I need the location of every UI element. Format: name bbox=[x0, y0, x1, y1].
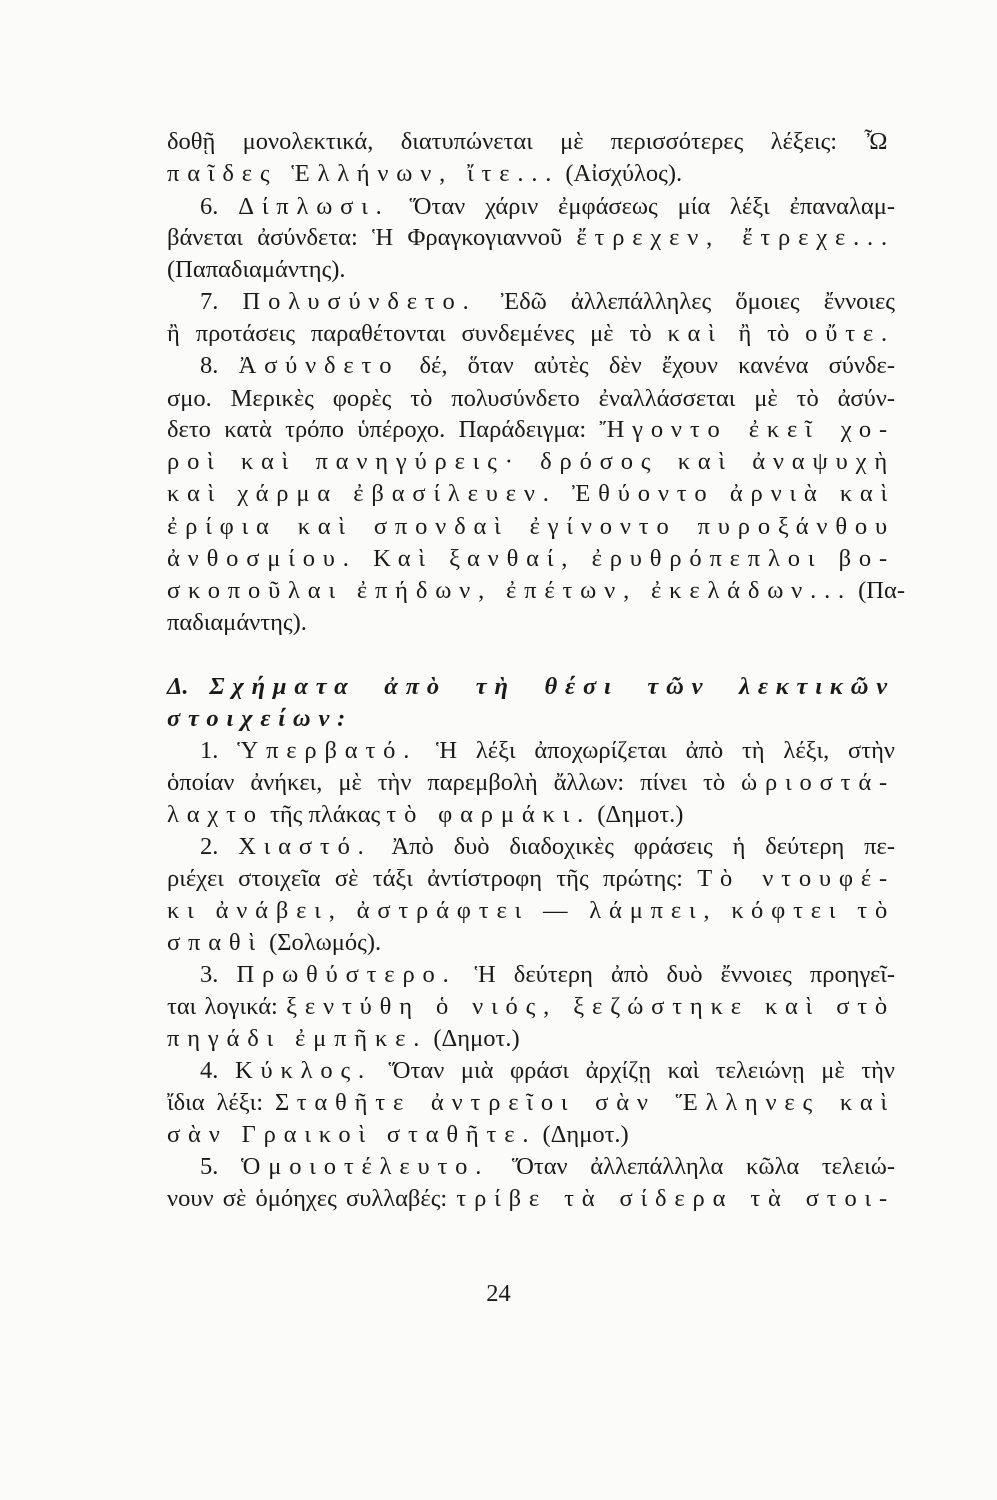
text-line bbox=[167, 607, 895, 639]
text-segment: (Δημοτ.) bbox=[536, 1121, 629, 1148]
text-line bbox=[167, 1119, 895, 1151]
spaced-emphasis-text: ἔτρεχεν, ἔτρεχε... bbox=[576, 224, 895, 251]
text-segment: Ὅταν μιὰ φράσι ἀρχίζῃ καὶ τελειώνῃ μὲ τὴν bbox=[371, 1057, 895, 1084]
text-segment: (Δημοτ.) bbox=[591, 801, 684, 828]
text-line bbox=[167, 1087, 895, 1119]
text-line bbox=[167, 671, 895, 703]
text-line bbox=[167, 799, 895, 831]
text-segment: 5. bbox=[200, 1153, 242, 1180]
text-segment: Ὅταν ἀλλεπάλληλα κῶλα τελειώ- bbox=[489, 1153, 896, 1180]
text-segment: τῆς πλάκας bbox=[263, 801, 387, 828]
text-line bbox=[167, 767, 895, 799]
text-line bbox=[167, 991, 895, 1023]
spaced-emphasis-text: ροὶ καὶ πανηγύρεις· δρόσος καὶ ἀναψυχὴ bbox=[167, 448, 895, 475]
text-segment: ριέχει στοιχεῖα σὲ τάξι ἀντίστροφη τῆς πρώτης: bbox=[167, 865, 698, 892]
text-segment: βάνεται ἀσύνδετα: Ἡ Φραγκογιαννοῦ bbox=[167, 224, 577, 251]
text-line bbox=[167, 222, 895, 254]
text-segment: Ἀπὸ δυὸ διαδοχικὲς φράσεις ἡ δεύτερη πε- bbox=[371, 833, 895, 860]
spaced-emphasis-text: σὰν Γραικοὶ σταθῆτε. bbox=[167, 1121, 537, 1148]
spaced-emphasis-text: τὸ φαρμάκι. bbox=[386, 801, 592, 828]
spaced-emphasis-text: τρίβε τὰ σίδερα τὰ στοι- bbox=[456, 1185, 895, 1212]
spaced-emphasis-text: Πολυσύνδετο. bbox=[242, 288, 477, 315]
text-segment: (Σολωμός). bbox=[262, 929, 382, 956]
spaced-emphasis-text: Ὦ bbox=[864, 128, 895, 155]
text-line bbox=[200, 1151, 895, 1183]
text-line bbox=[167, 543, 895, 575]
text-segment: Ἐδῶ ἀλλεπάλληλες ὅμοιες ἔννοιες bbox=[476, 288, 895, 315]
spaced-emphasis-text: ξεντύθη ὁ νιός, ξεζώστηκε καὶ στὸ bbox=[286, 993, 896, 1020]
text-segment: 7. bbox=[200, 288, 243, 315]
spaced-emphasis-text: ὡριοστά- bbox=[741, 769, 895, 796]
text-segment: (Αἰσχύλος). bbox=[559, 160, 683, 187]
text-line bbox=[167, 895, 895, 927]
text-segment: ται λογικά: bbox=[167, 993, 287, 1020]
text-line bbox=[167, 478, 895, 510]
text-segment: (Παπαδιαμάντης). bbox=[167, 256, 346, 283]
text-segment: νουν σὲ ὁμόηχες συλλαβές: bbox=[167, 1185, 457, 1212]
text-segment: (Δημοτ.) bbox=[427, 1025, 520, 1052]
text-line bbox=[200, 959, 895, 991]
text-segment: 4. bbox=[200, 1057, 235, 1084]
spaced-emphasis-text: κι ἀνάβει, ἀστράφτει — λάμπει, κόφτει τὸ bbox=[167, 897, 896, 924]
spaced-emphasis-text: Σταθῆτε ἀντρεῖοι σὰν Ἕλληνες καὶ bbox=[275, 1089, 895, 1116]
page-number: 24 bbox=[486, 1280, 511, 1307]
spaced-emphasis-text: στοιχείων: bbox=[167, 705, 354, 732]
text-line bbox=[200, 831, 895, 863]
text-segment: σμο. Μερικὲς φορὲς τὸ πολυσύνδετο ἐναλλάσσεται μὲ τὸ ἀσύν- bbox=[167, 385, 895, 412]
text-line bbox=[167, 318, 895, 350]
text-line bbox=[200, 350, 895, 382]
text-line bbox=[167, 511, 895, 543]
text-line bbox=[200, 286, 895, 318]
text-segment: 3. bbox=[200, 961, 237, 988]
text-segment: δετο κατὰ τρόπο ὑπέροχο. Παράδειγμα: bbox=[167, 416, 600, 443]
text-segment: παδιαμάντης). bbox=[167, 609, 307, 636]
text-segment: (Πα- bbox=[852, 577, 905, 604]
text-segment: ἴδια λέξι: bbox=[167, 1089, 276, 1116]
spaced-emphasis-text: Ἤγοντο ἐκεῖ χο- bbox=[599, 416, 895, 443]
text-line bbox=[167, 446, 895, 478]
text-segment: Ὅταν χάριν ἐμφάσεως μία λέξι ἐπαναλαμ- bbox=[389, 193, 895, 220]
text-line bbox=[200, 1055, 895, 1087]
text-segment: 6. bbox=[200, 193, 239, 220]
spaced-emphasis-text: ἀνθοσμίου. Καὶ ξανθαί, ἐρυθρόπεπλοι βο- bbox=[167, 545, 895, 572]
text-line bbox=[167, 703, 895, 735]
text-line bbox=[167, 254, 895, 286]
text-segment: Ἡ δεύτερη ἀπὸ δυὸ ἔννοιες προηγεῖ- bbox=[456, 961, 896, 988]
spaced-emphasis-text: Ὑπερβατό. bbox=[237, 737, 418, 764]
spaced-emphasis-text: σπαθὶ bbox=[167, 929, 263, 956]
text-segment: ἢ προτάσεις παραθέτονται συνδεμένες μὲ τὸ bbox=[167, 320, 668, 347]
spaced-emphasis-text: καὶ χάρμα ἐβασίλευεν. Ἐθύοντο ἀρνιὰ καὶ bbox=[167, 480, 895, 507]
spaced-emphasis-text: Σχήματα ἀπὸ τὴ θέσι τῶν λεκτικῶν bbox=[209, 673, 895, 700]
spaced-emphasis-text: λαχτο bbox=[167, 801, 264, 828]
spaced-emphasis-text: ἐρίφια καὶ σπονδαὶ ἐγίνοντο πυροξάνθου bbox=[167, 513, 895, 540]
text-segment: 2. bbox=[200, 833, 239, 860]
text-line bbox=[200, 191, 895, 223]
text-segment: δοθῇ μονολεκτικά, διατυπώνεται μὲ περισσότερες λέξεις: bbox=[167, 128, 865, 155]
text-line bbox=[167, 414, 895, 446]
spaced-emphasis-text: καὶ bbox=[667, 320, 723, 347]
text-line bbox=[167, 1183, 895, 1215]
text-line bbox=[167, 927, 895, 959]
text-segment: 1. bbox=[200, 737, 238, 764]
text-segment: ἢ τὸ bbox=[722, 320, 806, 347]
text-line bbox=[167, 383, 895, 415]
spaced-emphasis-text: οὔτε. bbox=[805, 320, 895, 347]
text-line bbox=[167, 158, 895, 190]
text-segment: Δ. bbox=[167, 673, 210, 700]
spaced-emphasis-text: Πρωθύστερο. bbox=[236, 961, 457, 988]
text-segment: 8. bbox=[200, 352, 239, 379]
spaced-emphasis-text: σκοποῦλαι ἐπήδων, ἐπέτων, ἐκελάδων... bbox=[167, 577, 852, 604]
spaced-emphasis-text: Κύκλος. bbox=[234, 1057, 372, 1084]
text-segment: ὁποίαν ἀνήκει, μὲ τὴν παρεμβολὴ ἄλλων: πίνει τὸ bbox=[167, 769, 742, 796]
text-segment: δέ, ὅταν αὐτὲς δὲν ἔχουν κανένα σύνδε- bbox=[399, 352, 895, 379]
text-line bbox=[167, 1023, 895, 1055]
text-line bbox=[167, 575, 905, 607]
spaced-emphasis-text: Ἀσύνδετο bbox=[238, 352, 400, 379]
spaced-emphasis-text: πηγάδι ἐμπῆκε. bbox=[167, 1025, 428, 1052]
spaced-emphasis-text: Χιαστό. bbox=[238, 833, 372, 860]
spaced-emphasis-text: παῖδες Ἑλλήνων, ἴτε... bbox=[167, 160, 560, 187]
text-segment: Ἡ λέξι ἀποχωρίζεται ἀπὸ τὴ λέξι, στὴν bbox=[417, 737, 896, 764]
text-line bbox=[167, 863, 895, 895]
text-line bbox=[167, 126, 895, 158]
spaced-emphasis-text: Τὸ ντουφέ- bbox=[697, 865, 895, 892]
spaced-emphasis-text: Δίπλωσι. bbox=[238, 193, 390, 220]
spaced-emphasis-text: Ὁμοιοτέλευτο. bbox=[241, 1153, 490, 1180]
text-line bbox=[200, 735, 895, 767]
